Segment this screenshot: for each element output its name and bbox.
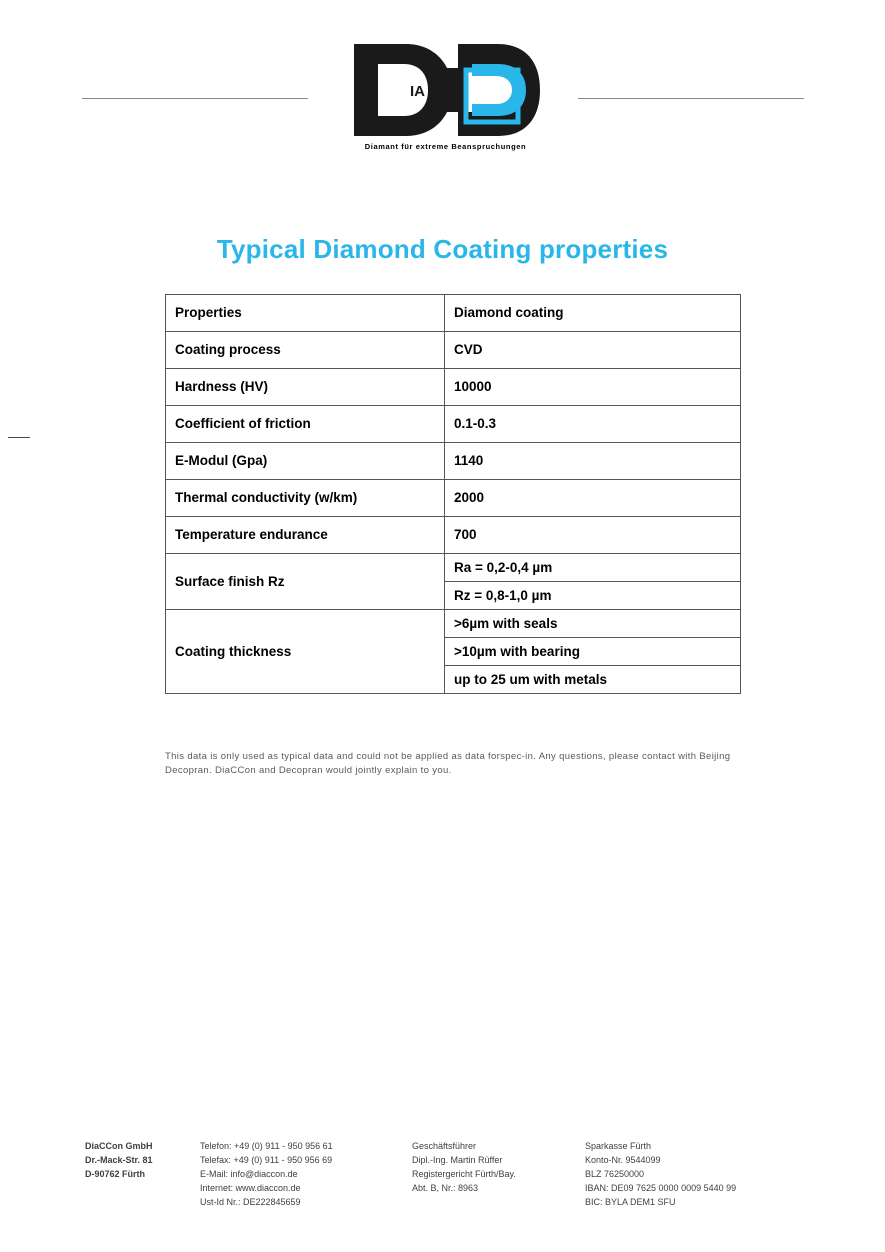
table-row xyxy=(166,610,741,638)
table-row xyxy=(166,517,741,554)
footer-company-street: Dr.-Mack-Str. 81 xyxy=(85,1154,153,1165)
column-header-diamond-coating: Diamond coating xyxy=(445,295,741,332)
footer-iban: IBAN: DE09 7625 0000 0009 5440 99 xyxy=(585,1182,737,1193)
row-value-coefficient-of-friction: 0.1-0.3 xyxy=(445,406,741,443)
footer-bank-name: Sparkasse Fürth xyxy=(585,1141,652,1151)
row-label-coating-process: Coating process xyxy=(166,332,445,369)
row-value-hardness: 10000 xyxy=(445,369,741,406)
logo-tagline: Diamant für extreme Beanspruchungen xyxy=(364,142,527,151)
margin-tick-mark xyxy=(8,437,30,438)
row-value-coating-thickness-metals: up to 25 um with metals xyxy=(445,666,741,694)
document-footer xyxy=(0,1140,885,1220)
table-row xyxy=(166,480,741,517)
table-row xyxy=(166,369,741,406)
row-value-surface-finish-ra: Ra = 0,2-0,4 µm xyxy=(445,554,741,582)
row-label-coating-thickness: Coating thickness xyxy=(166,610,445,694)
column-header-properties: Properties xyxy=(166,295,445,332)
row-label-thermal-conductivity: Thermal conductivity (w/km) xyxy=(166,480,445,517)
footer-register-number: Abt. B, Nr.: 8963 xyxy=(412,1182,479,1193)
footer-managing-director-label: Geschäftsführer xyxy=(412,1141,477,1151)
svg-text:IA: IA xyxy=(410,83,425,100)
table-header-row xyxy=(166,295,741,332)
footer-contact-block xyxy=(200,1140,405,1210)
row-label-e-modul: E-Modul (Gpa) xyxy=(166,443,445,480)
footer-website: Internet: www.diaccon.de xyxy=(200,1182,301,1193)
row-value-thermal-conductivity: 2000 xyxy=(445,480,741,517)
footer-managing-director-name: Dipl.-Ing. Martin Rüffer xyxy=(412,1154,503,1165)
properties-table xyxy=(165,294,741,694)
document-header xyxy=(0,40,885,165)
footer-register-court: Registergericht Fürth/Bay. xyxy=(412,1168,516,1179)
footer-phone: Telefon: +49 (0) 911 - 950 956 61 xyxy=(200,1141,333,1151)
company-logo xyxy=(348,40,543,165)
footer-company-name: DiaCCon GmbH xyxy=(85,1141,153,1151)
footer-bic: BIC: BYLA DEM1 SFU xyxy=(585,1196,676,1207)
table-footnote: This data is only used as typical data and could not be applied as data forspec-in. Any questions, please contact with Beijing Decopran. DiaCCon and Decopran would jointly explain to you. xyxy=(165,751,731,776)
table-row xyxy=(166,332,741,369)
table-row xyxy=(166,554,741,582)
footer-email: E-Mail: info@diaccon.de xyxy=(200,1168,298,1179)
footer-fax: Telefax: +49 (0) 911 - 950 956 69 xyxy=(200,1154,333,1165)
footer-company-city: D-90762 Fürth xyxy=(85,1168,146,1179)
page-title: Typical Diamond Coating properties xyxy=(216,234,669,264)
header-rule-left xyxy=(82,98,308,99)
logo-mark-svg xyxy=(348,40,543,140)
row-value-coating-thickness-seals: >6µm with seals xyxy=(445,610,741,638)
footer-bank-block xyxy=(585,1140,845,1210)
footer-company-block xyxy=(85,1140,195,1182)
row-value-coating-thickness-bearing: >10µm with bearing xyxy=(445,638,741,666)
table-row xyxy=(166,443,741,480)
row-label-temperature-endurance: Temperature endurance xyxy=(166,517,445,554)
table-row xyxy=(166,406,741,443)
row-value-e-modul: 1140 xyxy=(445,443,741,480)
row-value-temperature-endurance: 700 xyxy=(445,517,741,554)
footer-legal-block xyxy=(412,1140,572,1196)
footer-account-number: Konto-Nr. 9544099 xyxy=(585,1154,661,1165)
row-label-surface-finish: Surface finish Rz xyxy=(166,554,445,610)
footer-bank-code: BLZ 76250000 xyxy=(585,1168,645,1179)
footer-vat-id: Ust-Id Nr.: DE222845659 xyxy=(200,1196,301,1207)
row-label-coefficient-of-friction: Coefficient of friction xyxy=(166,406,445,443)
row-value-surface-finish-rz: Rz = 0,8-1,0 µm xyxy=(445,582,741,610)
row-value-coating-process: CVD xyxy=(445,332,741,369)
row-label-hardness: Hardness (HV) xyxy=(166,369,445,406)
header-rule-right xyxy=(578,98,804,99)
